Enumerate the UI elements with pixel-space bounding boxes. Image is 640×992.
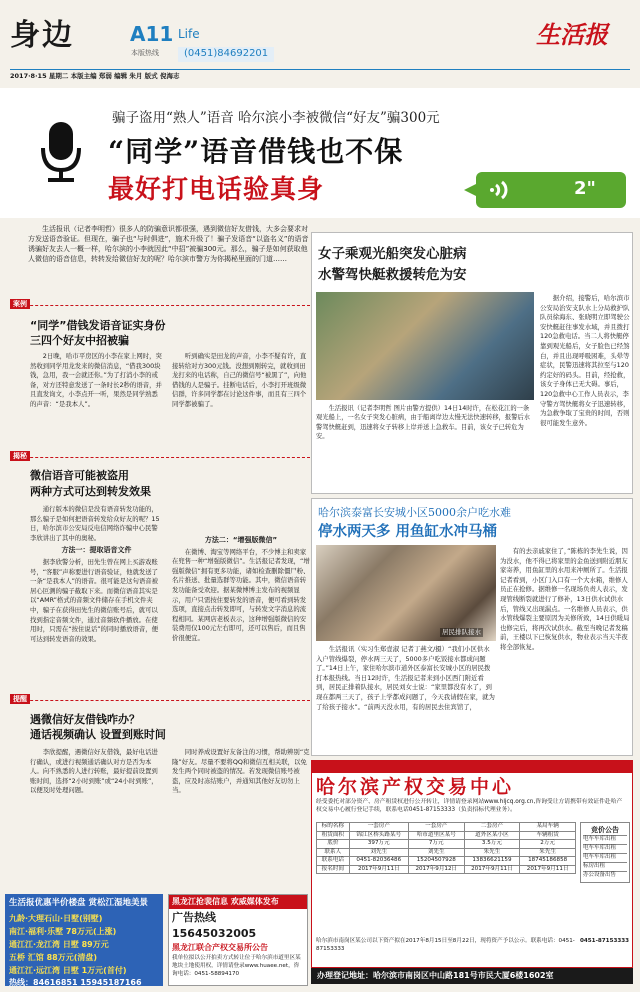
auction-sidebar (580, 822, 630, 883)
org-announcement-text: 我单位拟以公开拍卖方式转让位于哈尔滨市道里区某地块土地使用权，详情请登录www.huaee.net，咨询电话：0451-58894170 (172, 955, 301, 977)
auction-title: 竞价公告 (591, 826, 619, 834)
cell: 15204507928 (408, 857, 464, 866)
auction-item: 电车车库出租 (583, 835, 627, 844)
cell: 道外区某小区 (464, 831, 520, 840)
voice-duration: 2" (574, 178, 596, 199)
story2-caption: 生活报讯（记者李明哲 图片由警方提供）14日14时许，在松花江的一条观光船上，一名女子突发心脏病，由于船离岸边太慢无法快速转移，报警后水警驾快艇赶到，迅速将女子转移上岸并送上急救车。目前，该女子已转危为安。 (316, 405, 531, 441)
hero-title-line2: 最好打电话验真身 (108, 175, 325, 205)
photo-label: 居民排队接水 (442, 628, 481, 636)
exchange-table (316, 822, 576, 874)
hero-kicker: 骗子盗用“熟人”语音 哈尔滨小李被微信“好友”骗300元 (112, 110, 440, 126)
hero-title-line1: “同学”语音借钱也不保 (108, 135, 404, 168)
auction-item: 电车车库出租 (583, 853, 627, 862)
exchange-title: 哈尔滨产权交易中心 (316, 776, 515, 798)
exchange-announcement: 哈尔滨市南岗区某公司以下资产拟在2017年8月15日至8月22日，现将资产予以公示。联系电话：0451-87153333 (316, 938, 575, 952)
story2-title-1: 女子乘观光船突发心脏病 (318, 246, 467, 262)
case-paragraph-2: 听到确实是田龙的声音，小李不疑有许，直接转给对方300元钱。没想到刚转完，就收到田龙打来的电话称，自己的微信号“被黑了”，向他借钱的人是骗子。挂断电话后，小李打开班级微信群，许多同学都在讨论这件事，而且有三四个同学都被骗了。 (172, 352, 307, 409)
reveal-paragraph-1: 通行版本的微信是没有语音转发功能的，那么骗子是如何把语音转发给众好友的呢？15日，哈尔滨市公安局反电信网络诈骗中心民警李欣讲出了其中的奥秘。 (30, 505, 160, 542)
case-tag: 案例 (10, 299, 30, 309)
cell: 0451-82036486 (349, 857, 408, 866)
ad-phone-label: 广告热线 (172, 910, 216, 924)
warn-heading-1: 遇微信好友借钱咋办？ (30, 713, 140, 726)
cell: 13836621159 (464, 857, 520, 866)
auction-item: 办公设备出售 (583, 871, 627, 880)
cell: 二套房产 (464, 823, 520, 832)
case-heading-1: “同学”借钱发语音证实身份 (30, 319, 166, 332)
section-title: 身边 (10, 18, 74, 53)
housing-row: 通江江·龙江湾 日墅 89万元 (9, 940, 109, 950)
method-2-heading: 方法二：“增强版微信” (204, 536, 278, 544)
story3-body: 生活报讯（实习生郑壹淑 记者丁燕文/摄）“我们小区供水入户管线爆裂，停水两三天了，5000多户吃饭接水都成问题了。”14日上午，家住哈尔滨市道外区泰富长安城小区的居民拨打本报热线。当日12时许，生活报记者来到小区西门附近看到，居民正排着队接水，居民刘女士说：“家里都没有水了，到现在都两三天了，孩子上学都成问题了，今天我请假在家，就为了给孩子接水”。“前两天没水用，有的居民去住宾馆了， (316, 645, 495, 711)
rescue-photo (316, 292, 534, 400)
housing-row: 南江·福利·乐墅 78万元(上涨) (9, 927, 117, 937)
story3-right-col: 有的去亲戚家住了，”陈栋的李先生说，因为没水，他不得已将家里的金鱼送到附近朋友家寄养，用鱼缸里的水用来冲厕所了。生活报记者看到，小区门入口有一个大水箱，维修人员正在抢修。据维修一名现场负责人表示，发现管线断裂就进行了修补，13日供水试供水后，管线又出现漏点。一名维修人员表示，供水管线爆裂主要原因为关修所致，14日供暖局也修完后，将再次试供水。截至当晚记者发稿前，王楼以下已恢复供水，物业表示当天半夜将全部恢复。 (500, 547, 630, 652)
th-price: 底价 (317, 840, 350, 849)
exchange-footer: 办理登记地址：哈尔滨市南岗区中山路181号市民大厦6楼1602室 (311, 968, 633, 984)
cell: 哈市道里区某号 (408, 831, 464, 840)
th-area: 租赁面积 (317, 831, 350, 840)
microphone-icon (38, 120, 84, 184)
cell: 397万元 (349, 840, 408, 849)
cell: 7万元 (408, 840, 464, 849)
cell: 2万元 (520, 840, 576, 849)
org-announcement-title: 黑龙江联合产权交易所公告 (172, 943, 268, 953)
housing-ad-phone: 热线：84616851 15945187166 (9, 978, 142, 988)
reveal-paragraph-2: 据李欣警分析，田先生曾在网上买游戏账号，“客服”声称要进行语音验证，他就发送了一条“是我本人”的语音。很可能是这句语音被居心叵测的骗子截取下来。而微信语音其实是以“AMR”格式的音频文件储存在手机文件夹中，骗子在获得田先生的微信账号后，就可以找到指定音频文件，通过音频软件播放。在使用时，只需在“按住说话”的同时播放语音，便可达到转发语音的效果。 (30, 557, 159, 643)
classified-tag: 黑龙江抢裴信息 欢威媒体发布 (169, 895, 307, 909)
cell: 2017年9月11日 (464, 865, 520, 874)
cell: 刘先生 (408, 848, 464, 857)
auction-item: 电车车库出租 (583, 844, 627, 853)
cell: 朱先生 (520, 848, 576, 857)
housing-ad-title: 生活报优惠半价楼盘 赏松江湿地美景 (9, 898, 148, 908)
case-paragraph-1: 2日晚，哈市平房区的小李在家上网时，突然收到同学用龙发来的微信消息，“借我300块钱，急用，我一会就还你。”为了打消小李的戒备，对方还特意发送了一条时长2秒的语音，并且直发询文，小李点开一听，果然是同学熟悉的声音：“是我本人”。 (30, 352, 162, 409)
housing-row: 九龄·大理石山·日墅(别墅) (9, 914, 103, 924)
auction-item: 标房出租 (583, 862, 627, 871)
cell: 车辆租赁 (520, 831, 576, 840)
warn-heading-2: 通话视频确认 设置到账时间 (30, 728, 166, 741)
reveal-heading-1: 微信语音可能被盗用 (30, 469, 129, 482)
exchange-intro: 经受委托对部分资产、房产租赁权进行公开转让，详情请登录网站www.hljcq.org.cn,咨询受让方请携带有效证件赴哈产权交易中心履行登记手续，联系电话0451-87153333（负责招标代理业务）。 (316, 799, 623, 814)
cell: 2017年9月11日 (349, 865, 408, 874)
reveal-heading-2: 两种方式可达到转发效果 (30, 485, 151, 498)
section-english: Life (178, 27, 200, 41)
warn-paragraph-1: 李欣提醒，遇微信好友借钱，最好电话进行确认，或进行视频通话确认对方是否为本人。向不熟悉的人进行转账，最好提前设置到账时间，选择“2小时到账”或“24小时到账”，以便及时处理问题。 (30, 748, 158, 795)
newspaper-logo: 生活报 (536, 20, 608, 49)
story2-title-2: 水警驾快艇救援转危为安 (318, 267, 467, 283)
classified-ad (168, 894, 308, 986)
th-name: 标的名称 (317, 823, 350, 832)
ad-top-bar (311, 760, 633, 772)
story3-kicker: 哈尔滨泰富长安城小区5000余户吃水难 (318, 506, 511, 519)
exchange-footer-phone: 0451-87153333 (580, 938, 630, 944)
housing-ad (5, 894, 163, 986)
case-heading-2: 三四个好友中招被骗 (30, 334, 129, 347)
ad-phone-number: 15645032005 (172, 926, 257, 940)
water-queue-photo (316, 545, 496, 641)
method-1-heading: 方法一：提取语音文件 (61, 546, 132, 555)
th-contact: 联系人 (317, 848, 350, 857)
cell: 朱先生 (464, 848, 520, 857)
hotline-phone: (0451)84692201 (178, 47, 274, 62)
th-phone: 联系电话 (317, 857, 350, 866)
story3-title: 停水两天多 用鱼缸水冲马桶 (318, 523, 498, 540)
cell: 某局车辆 (520, 823, 576, 832)
bylines: 2017·8·15 星期二 本版主编 郑弱 编辑 朱月 版式 倪海志 (10, 69, 630, 81)
cell: 锦江区桥头路某号 (349, 831, 408, 840)
cell: 刘先生 (349, 848, 408, 857)
housing-row: 五桥 汇馆 88万元(清盘) (9, 953, 98, 963)
voice-message-bubble-icon (462, 168, 628, 212)
th-date: 报名时间 (317, 865, 350, 874)
cell: 2017年9月12日 (408, 865, 464, 874)
page-number: A11 (130, 22, 174, 46)
intro-paragraph: 生活报讯（记者李明哲）很多人的防骗意识都很强，遇到微信好友借钱，大多会要求对方发送语音验证。但现在，骗子也“与时俱进”，施术升级了！骗子发语音“以盗名义”的语音诱骗好友去人一概一样，哈尔滨的小李就因此“中招”被骗300元。那么，骗子是如何获取他人微信的语音信息，转转发给微信好友的呢？哈尔滨市警方为你揭秘里面的门道…… (28, 225, 309, 264)
edition-label: 本版热线 (131, 49, 159, 57)
cell: 3.5万元 (464, 840, 520, 849)
reveal-paragraph-3: 在微博、淘宝等网络平台，不少博主和卖家在兜售一种“增强版微信”。生活报记者发现，“增强版微信”拥有更多功能，诸如检查删除僵尸粉、名片推送、批量选群等功能。其中，微信语音转发功能备受欢迎。据某微博博主发布的视频显示，用户只需按住要转发的语音，便可看到转发选项，直接点击转发即可，与转发文字消息的流程相同。某网店老板表示，这种增强版微信的安装费用仅100元左右即可，还可以售后，而且售价很便宜。 (172, 547, 310, 642)
reveal-tag: 揭秘 (10, 451, 30, 461)
cell: 18745186858 (520, 857, 576, 866)
housing-row: 通江江·远江湾 日墅 1万元(首付) (9, 966, 127, 976)
cell: 一套房产 (408, 823, 464, 832)
warn-tag: 提醒 (10, 694, 30, 704)
warn-paragraph-2: 同时养成设置好友备注的习惯，帮助辨别“克隆”好友。尽量不要将QQ和微信互相关联，以免发生两个同时被盗的情况。若发现微信账号被盗，应及时冻结账户，并通知其他好友切勿上当。 (172, 748, 310, 795)
cell: 2017年9月11日 (520, 865, 576, 874)
cell: 一套房产 (349, 823, 408, 832)
story2-body: 据介绍，接警后，哈尔滨市公安局治安支队水上分局救护队队员徐海东、张晓明立即驾驶公安快艇赶往事发水域，并且拨打120急救电话。当二人将快艇停靠到观光船后，女子脸色已经煞白，并且出现呼吸困难，头晕等症状，民警迅速将其拉至与120约定好的码头。目前，经抢救，该女子身体已无大碍。事后，120急救中心工作人员表示，李守警方驾快艇将女子迅速转移，为急救争取了宝贵的时间，否则很可能发生意外。 (540, 294, 630, 427)
